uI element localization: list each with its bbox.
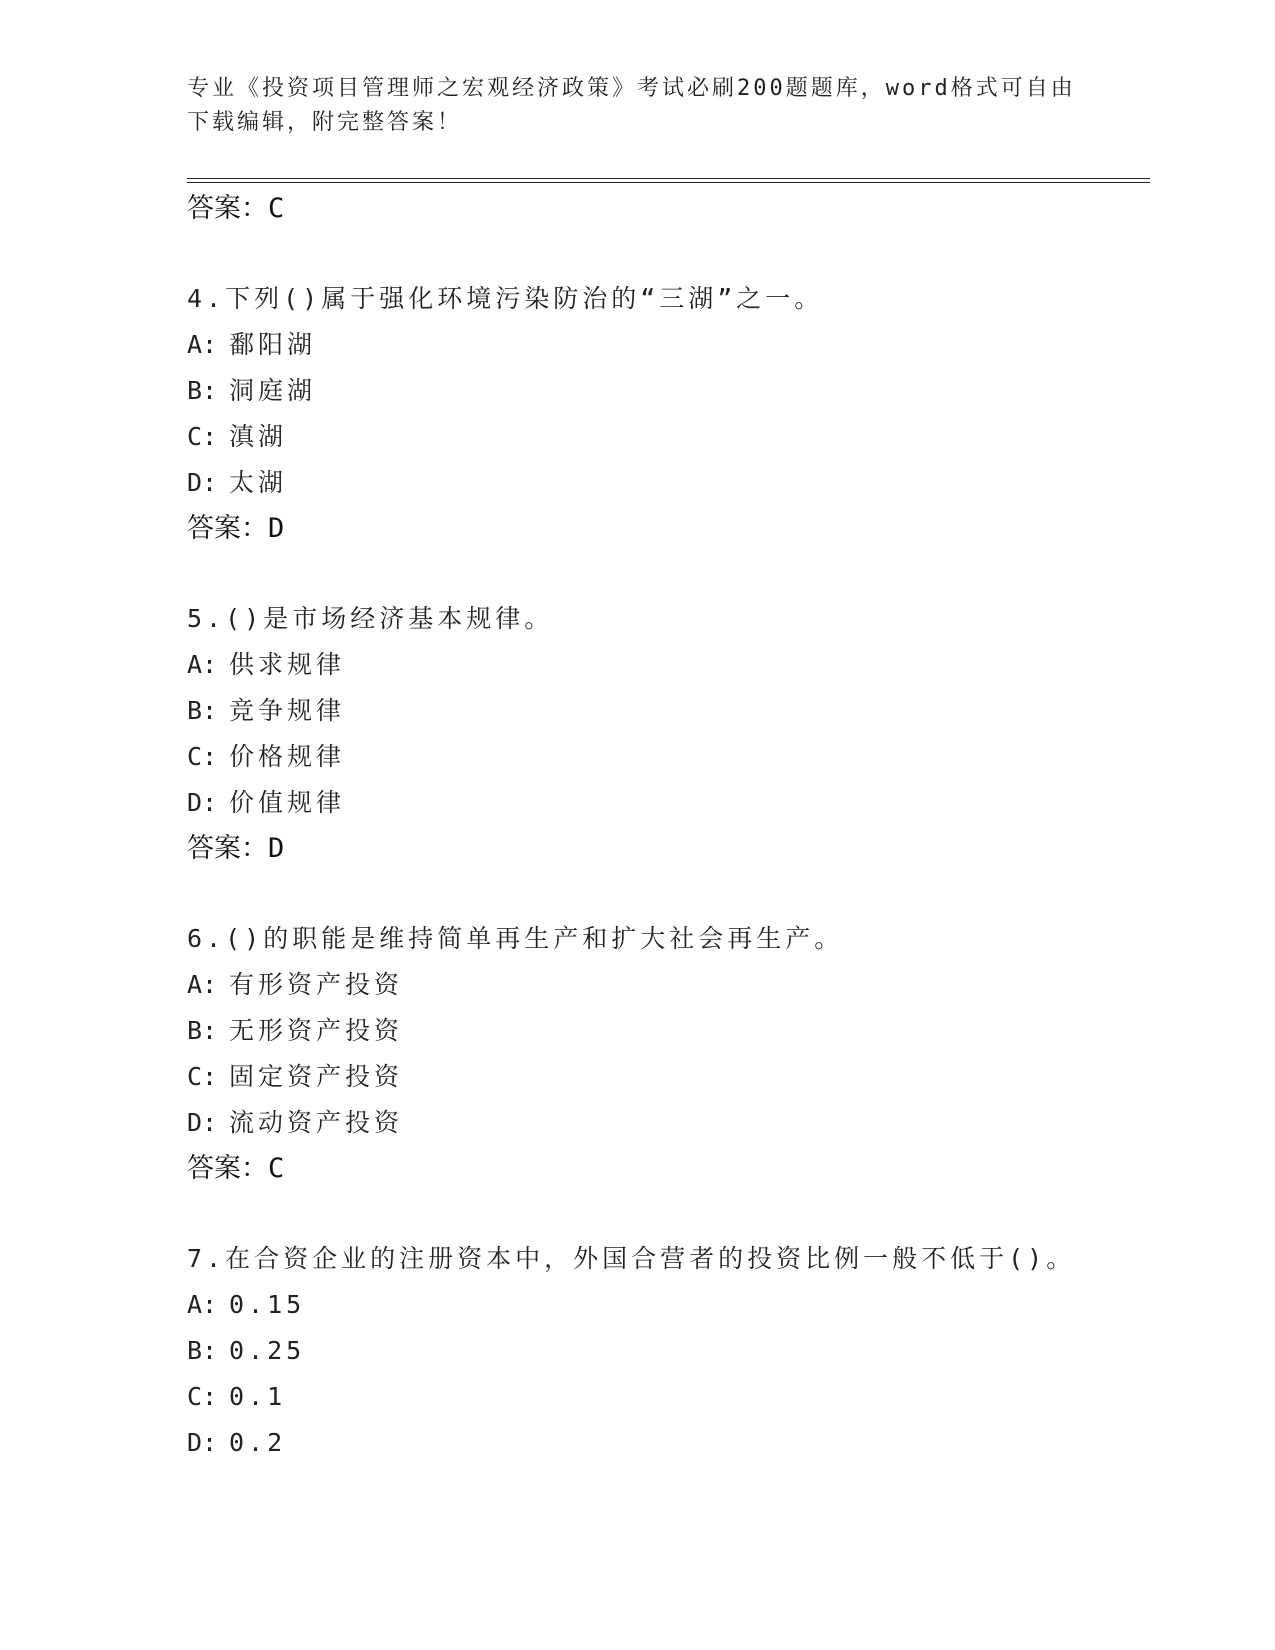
answer-value: D (268, 513, 285, 544)
option-key: C: (187, 422, 218, 451)
answer-value: C (268, 1153, 285, 1184)
option-text: 太湖 (229, 468, 288, 497)
option-text: 价格规律 (229, 742, 346, 771)
answer-line (187, 1146, 1147, 1192)
option-text: 价值规律 (229, 788, 346, 817)
option-text: 0.2 (229, 1428, 287, 1457)
answer-line (187, 506, 1147, 552)
question-block (187, 916, 1147, 1192)
option-a (187, 1282, 1147, 1328)
option-c (187, 1374, 1147, 1420)
option-text: 有形资产投资 (229, 970, 404, 999)
answer-label: 答案： (187, 1153, 268, 1184)
document-header (187, 72, 1077, 140)
question-block (187, 596, 1147, 872)
header-line-2: 下载编辑，附完整答案！ (187, 110, 463, 135)
option-text: 鄱阳湖 (229, 330, 317, 359)
option-key: A: (187, 330, 218, 359)
option-b (187, 688, 1147, 734)
option-key: D: (187, 1108, 218, 1137)
option-key: B: (187, 1336, 218, 1365)
question-list (187, 186, 1147, 1466)
option-c (187, 414, 1147, 460)
option-a (187, 642, 1147, 688)
option-text: 0.25 (229, 1336, 306, 1365)
option-d (187, 1420, 1147, 1466)
option-key: D: (187, 1428, 218, 1457)
option-d (187, 460, 1147, 506)
option-a (187, 962, 1147, 1008)
option-key: B: (187, 696, 218, 725)
answer-label: 答案： (187, 193, 268, 224)
option-text: 洞庭湖 (229, 376, 317, 405)
option-b (187, 1328, 1147, 1374)
option-key: C: (187, 742, 218, 771)
option-text: 0.1 (229, 1382, 287, 1411)
option-key: B: (187, 1016, 218, 1045)
header-line-1: 专业《投资项目管理师之宏观经济政策》考试必刷200题题库，word格式可自由 (187, 76, 1076, 101)
option-c (187, 1054, 1147, 1100)
header-rule-top (187, 178, 1150, 179)
question-text: 5.()是市场经济基本规律。 (187, 604, 554, 633)
option-text: 竞争规律 (229, 696, 346, 725)
option-a (187, 322, 1147, 368)
option-text: 滇湖 (229, 422, 288, 451)
option-d (187, 780, 1147, 826)
option-d (187, 1100, 1147, 1146)
option-b (187, 368, 1147, 414)
option-text: 0.15 (229, 1290, 306, 1319)
option-text: 供求规律 (229, 650, 346, 679)
option-key: A: (187, 970, 218, 999)
header-rule-bottom (187, 182, 1150, 183)
question-text: 6.()的职能是维持简单再生产和扩大社会再生产。 (187, 924, 844, 953)
answer-value: C (268, 193, 285, 224)
question-text: 4.下列()属于强化环境污染防治的“三湖”之一。 (187, 284, 824, 313)
question-block (187, 276, 1147, 552)
answer-value: D (268, 833, 285, 864)
option-key: B: (187, 376, 218, 405)
answer-label: 答案： (187, 513, 268, 544)
question-block (187, 1236, 1147, 1466)
option-text: 固定资产投资 (229, 1062, 404, 1091)
option-key: D: (187, 788, 218, 817)
option-b (187, 1008, 1147, 1054)
answer-label: 答案： (187, 833, 268, 864)
option-key: C: (187, 1062, 218, 1091)
answer-line (187, 826, 1147, 872)
option-key: D: (187, 468, 218, 497)
option-key: C: (187, 1382, 218, 1411)
option-key: A: (187, 1290, 218, 1319)
question-text: 7.在合资企业的注册资本中，外国合营者的投资比例一般不低于()。 (187, 1244, 1076, 1273)
answer-line (187, 186, 1147, 232)
option-text: 无形资产投资 (229, 1016, 404, 1045)
option-text: 流动资产投资 (229, 1108, 404, 1137)
option-key: A: (187, 650, 218, 679)
option-c (187, 734, 1147, 780)
